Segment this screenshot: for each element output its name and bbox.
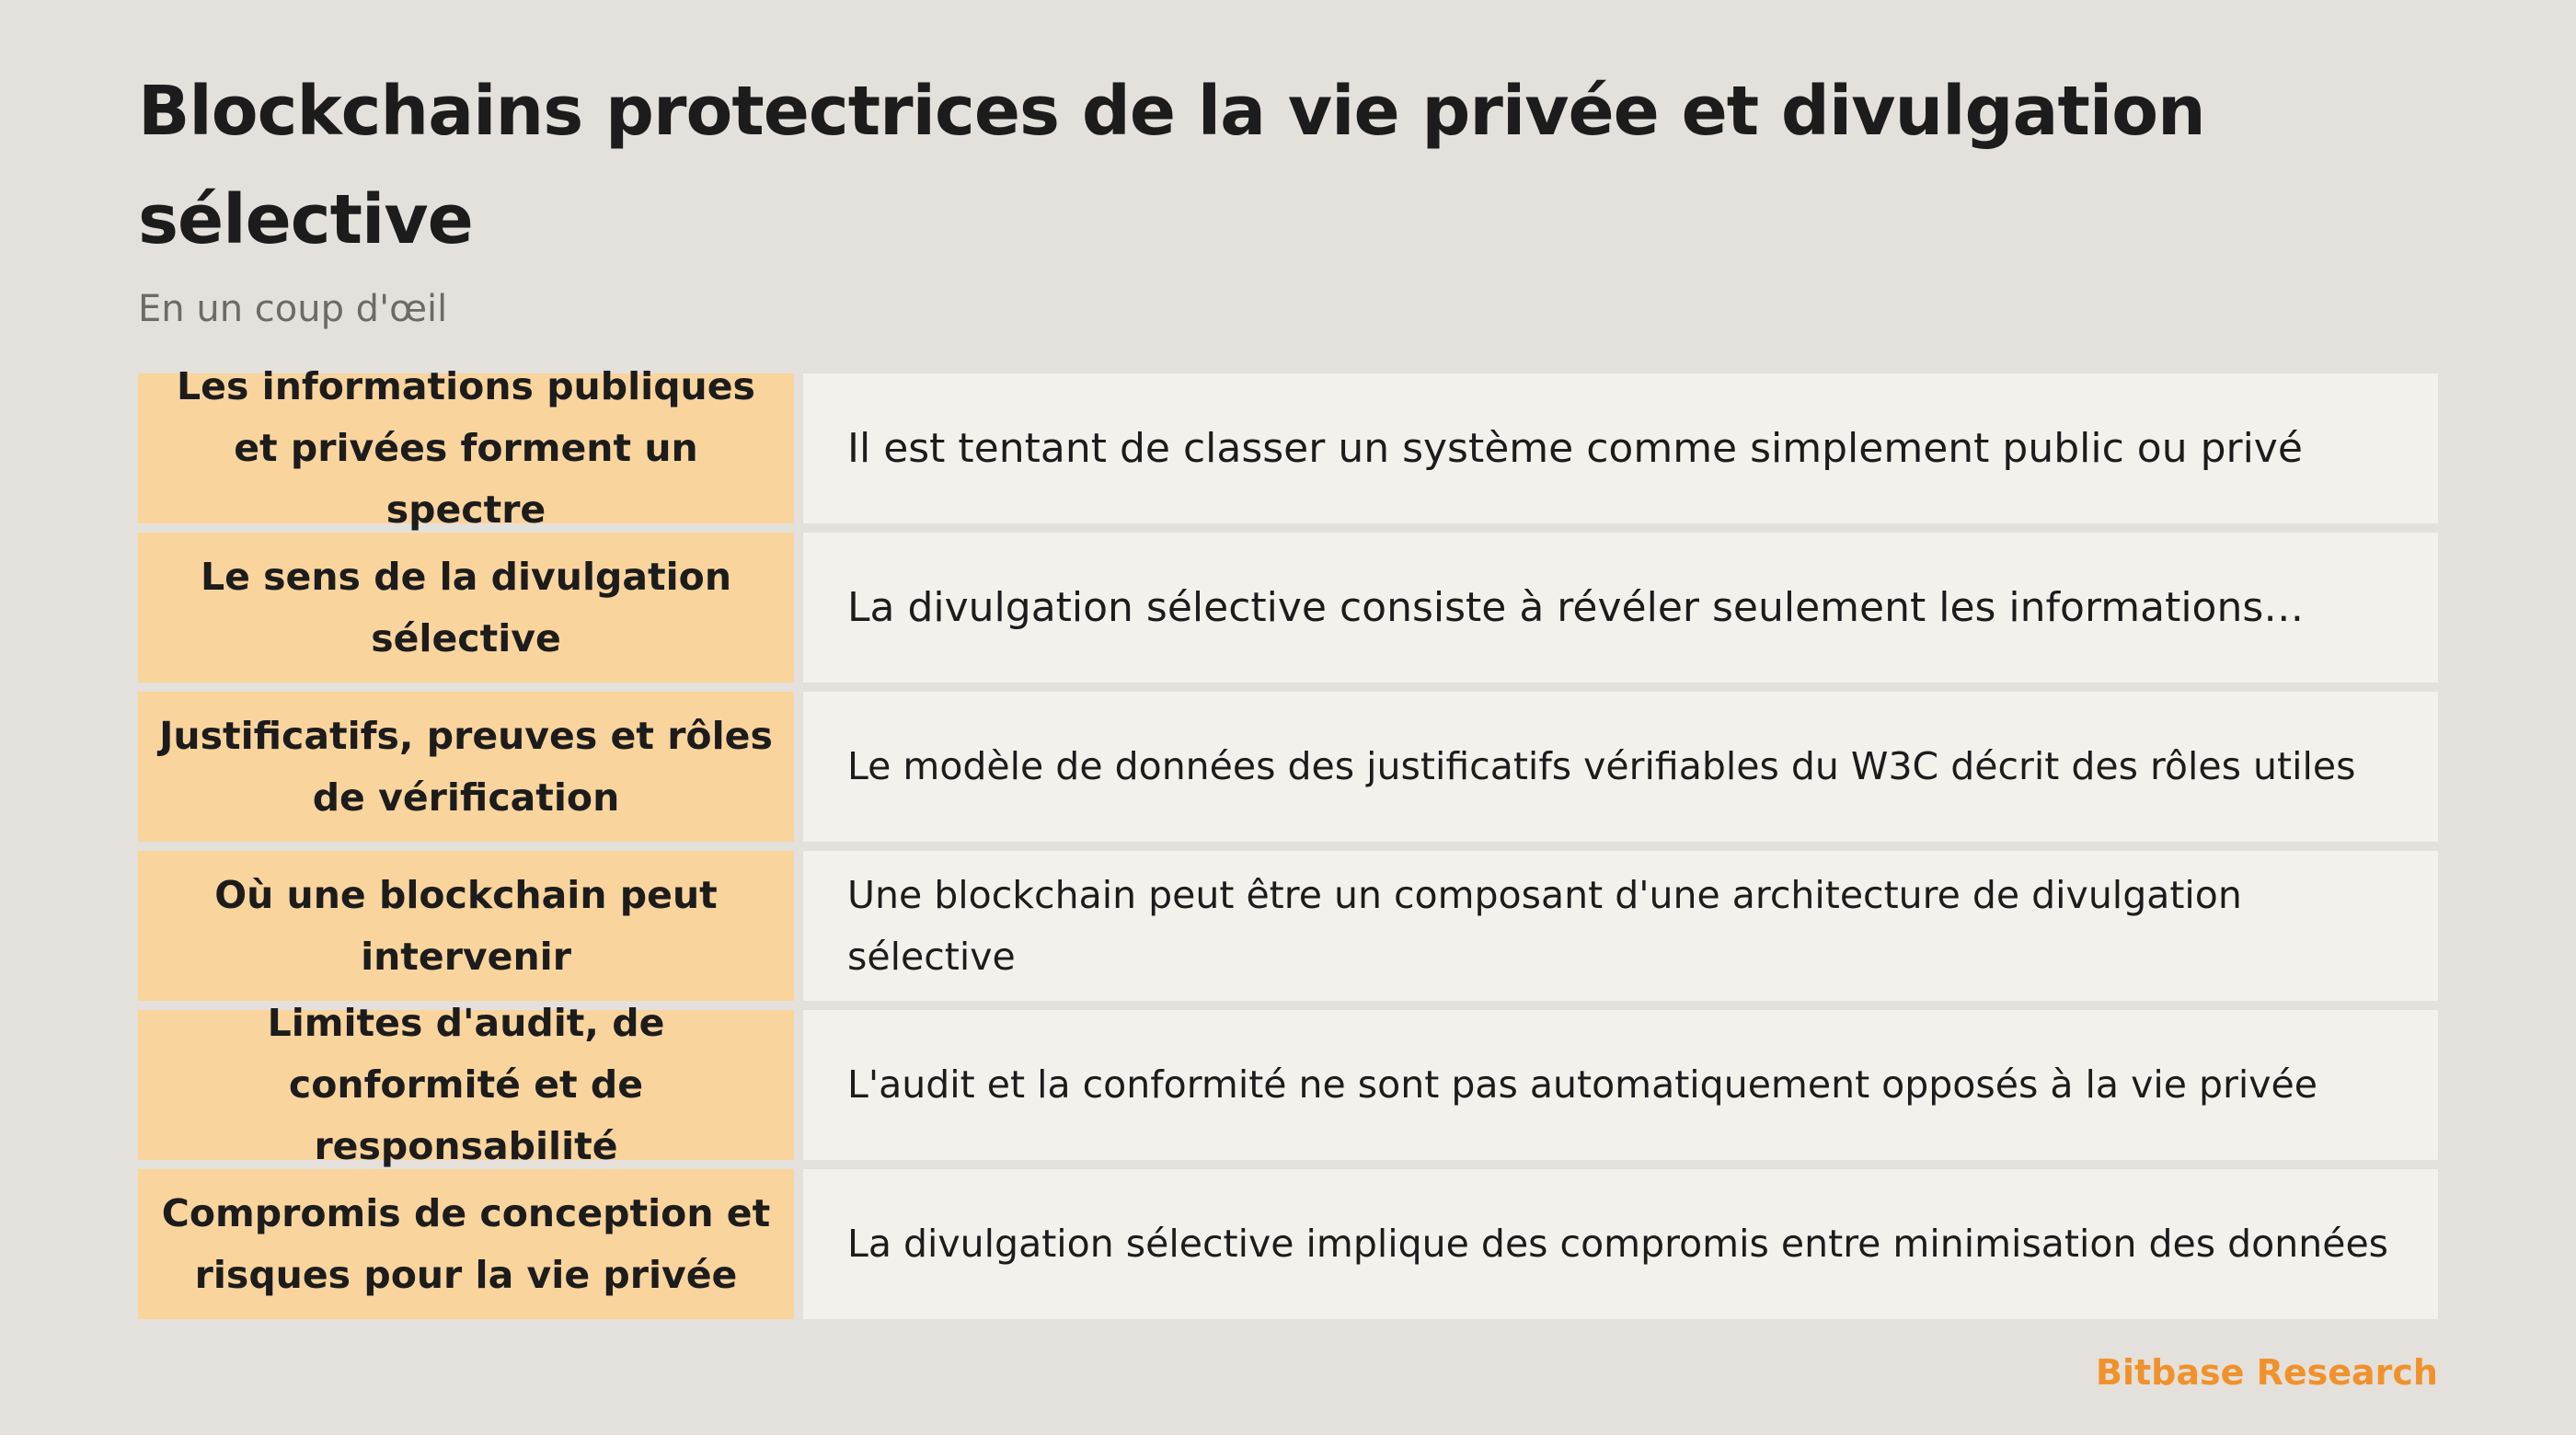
table-row <box>138 692 2438 842</box>
row-description: La divulgation sélective implique des compromis entre minimisation des données <box>803 1169 2438 1319</box>
row-description: Il est tentant de classer un système comme simplement public ou privé <box>803 373 2438 523</box>
row-description: Le modèle de données des justificatifs vérifiables du W3C décrit des rôles utiles <box>803 692 2438 842</box>
row-label: Justificatifs, preuves et rôles de vérification <box>138 692 794 842</box>
table-row <box>138 1001 2438 1168</box>
table-row <box>138 1169 2438 1319</box>
row-description: La divulgation sélective consiste à révéler seulement les informations… <box>803 533 2438 683</box>
table-row <box>138 533 2438 683</box>
row-label: Compromis de conception et risques pour la vie privée <box>138 1169 794 1319</box>
row-label: Les informations publiques et privées forment un spectre <box>138 373 794 523</box>
table-row <box>138 851 2438 1001</box>
slide <box>138 0 2438 1435</box>
brand-footer: Bitbase Research <box>2095 1352 2438 1393</box>
row-label: Où une blockchain peut intervenir <box>138 851 794 1001</box>
page-subtitle: En un coup d'œil <box>138 288 448 330</box>
summary-table <box>138 364 2438 1328</box>
row-description: Une blockchain peut être un composant d'une architecture de divulgation sélective <box>803 851 2438 1001</box>
row-label: Le sens de la divulgation sélective <box>138 533 794 683</box>
table-row <box>138 364 2438 532</box>
row-label: Limites d'audit, de conformité et de responsabilité <box>138 1010 794 1160</box>
page-title: Blockchains protectrices de la vie privée et divulgation sélective <box>138 72 2205 259</box>
row-description: L'audit et la conformité ne sont pas automatiquement opposés à la vie privée <box>803 1010 2438 1160</box>
